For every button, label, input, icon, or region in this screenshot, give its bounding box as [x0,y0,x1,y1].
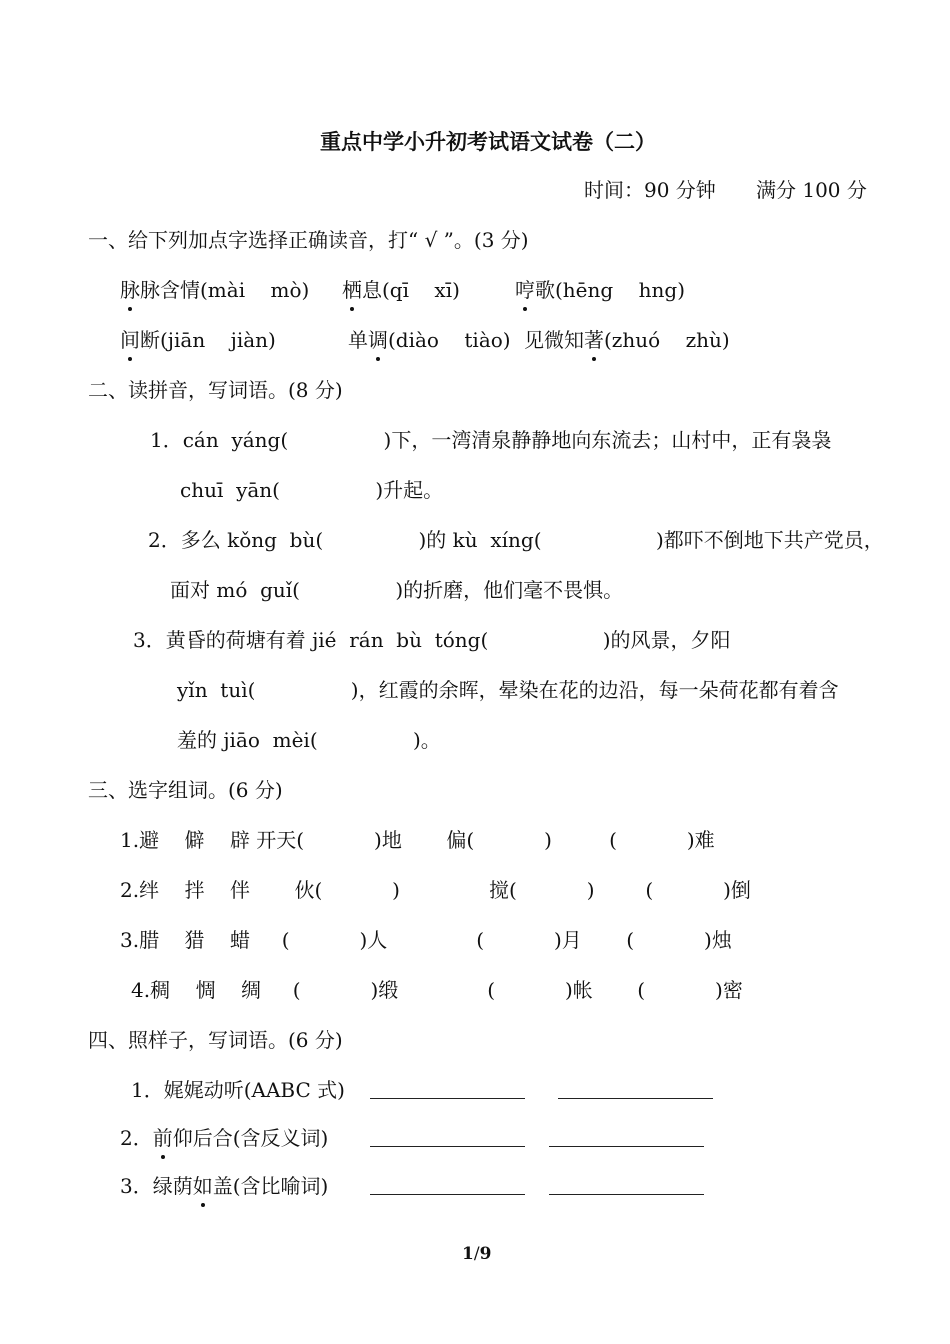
s1-item-2 [342,276,460,304]
s1-item-text: 断(jiān jiàn) [140,328,276,352]
s1-item-5 [348,326,511,354]
s1-item-text: (diào tiào) [388,328,511,352]
s4-item-3 [120,1172,328,1200]
dotted-char: 栖 [342,278,362,302]
answer-blank[interactable] [549,1176,704,1195]
s2-line-2: chuī yān( )升起。 [180,478,444,502]
answer-blank[interactable] [370,1176,525,1195]
s3-line-4: 4.稠 惆 绸 ( )缎 ( )帐 ( )密 [131,978,743,1002]
dotted-char: 脉 [120,278,140,302]
s1-item-3 [515,276,685,304]
s4-item-2 [120,1124,328,1152]
s2-line-6: yǐn tuì( )，红霞的余晖，晕染在花的边沿，每一朵荷花都有着含 [177,678,839,702]
answer-blank[interactable] [370,1128,525,1147]
page-number [462,1240,491,1268]
section-4-heading: 四、照样子，写词语。(6 分) [88,1028,343,1052]
total-pages: 9 [479,1244,492,1264]
dotted-char: 哼 [515,278,535,302]
dotted-char: 著 [584,328,604,352]
s1-item-text: 息(qī xī) [362,278,460,302]
s3-line-3: 3.腊 猎 蜡 ( )人 ( )月 ( )烛 [120,928,732,952]
s2-line-5: 3．黄昏的荷塘有着 jié rán bù tóng( )的风景，夕阳 [133,628,731,652]
s1-item-text: 脉含情(mài mò) [140,278,310,302]
s4-item-1 [131,1076,345,1104]
page-separator: / [473,1244,480,1264]
s4-item-text: 娓娓动听(AABC 式) [163,1078,345,1102]
s1-item-prefix: 见微知 [524,328,584,352]
section-2-heading: 二、读拼音，写词语。(8 分) [88,378,343,402]
s1-item-prefix: 单 [348,328,368,352]
s2-line-4: 面对 mó guǐ( )的折磨，他们毫不畏惧。 [170,578,624,602]
exam-time: 时间：90 分钟 [584,178,716,202]
answer-blank[interactable] [558,1080,713,1099]
s1-item-6 [524,326,730,354]
s3-line-2: 2.绊 拌 伴 伙( ) 搅( ) ( )倒 [120,878,751,902]
s4-item-text: 盖(含比喻词) [212,1174,329,1198]
s4-item-prefix: 绿荫 [152,1174,193,1198]
s1-item-text: (zhuó zhù) [604,328,730,352]
s2-line-7: 羞的 jiāo mèi( )。 [177,728,441,752]
s4-item-num: 3． [120,1174,153,1198]
s2-line-1: 1．cán yáng( )下，一湾清泉静静地向东流去；山村中，正有袅袅 [150,428,832,452]
s1-item-4 [120,326,276,354]
answer-blank[interactable] [370,1080,525,1099]
s4-item-text: 仰后合(含反义词) [172,1126,329,1150]
s1-item-1 [120,276,309,304]
page-title: 重点中学小升初考试语文试卷（二） [320,129,656,154]
s1-item-text: 歌(hēng hng) [535,278,685,302]
s4-item-num: 2． [120,1126,153,1150]
current-page: 1 [462,1244,474,1264]
dotted-char: 调 [368,328,388,352]
dotted-char: 如 [192,1174,213,1198]
exam-score: 满分 100 分 [756,178,867,202]
s4-item-num: 1． [131,1078,164,1102]
section-1-heading: 一、给下列加点字选择正确读音，打“ √ ”。(3 分) [88,228,529,252]
answer-blank[interactable] [549,1128,704,1147]
dotted-char: 间 [120,328,140,352]
s3-line-1: 1.避 僻 辟 开天( )地 偏( ) ( )难 [120,828,715,852]
dotted-char: 前 [152,1126,173,1150]
s2-line-3: 2．多么 kǒng bù( )的 kù xíng( )都吓不倒地下共产党员， [148,528,884,552]
section-3-heading: 三、选字组词。(6 分) [88,778,283,802]
